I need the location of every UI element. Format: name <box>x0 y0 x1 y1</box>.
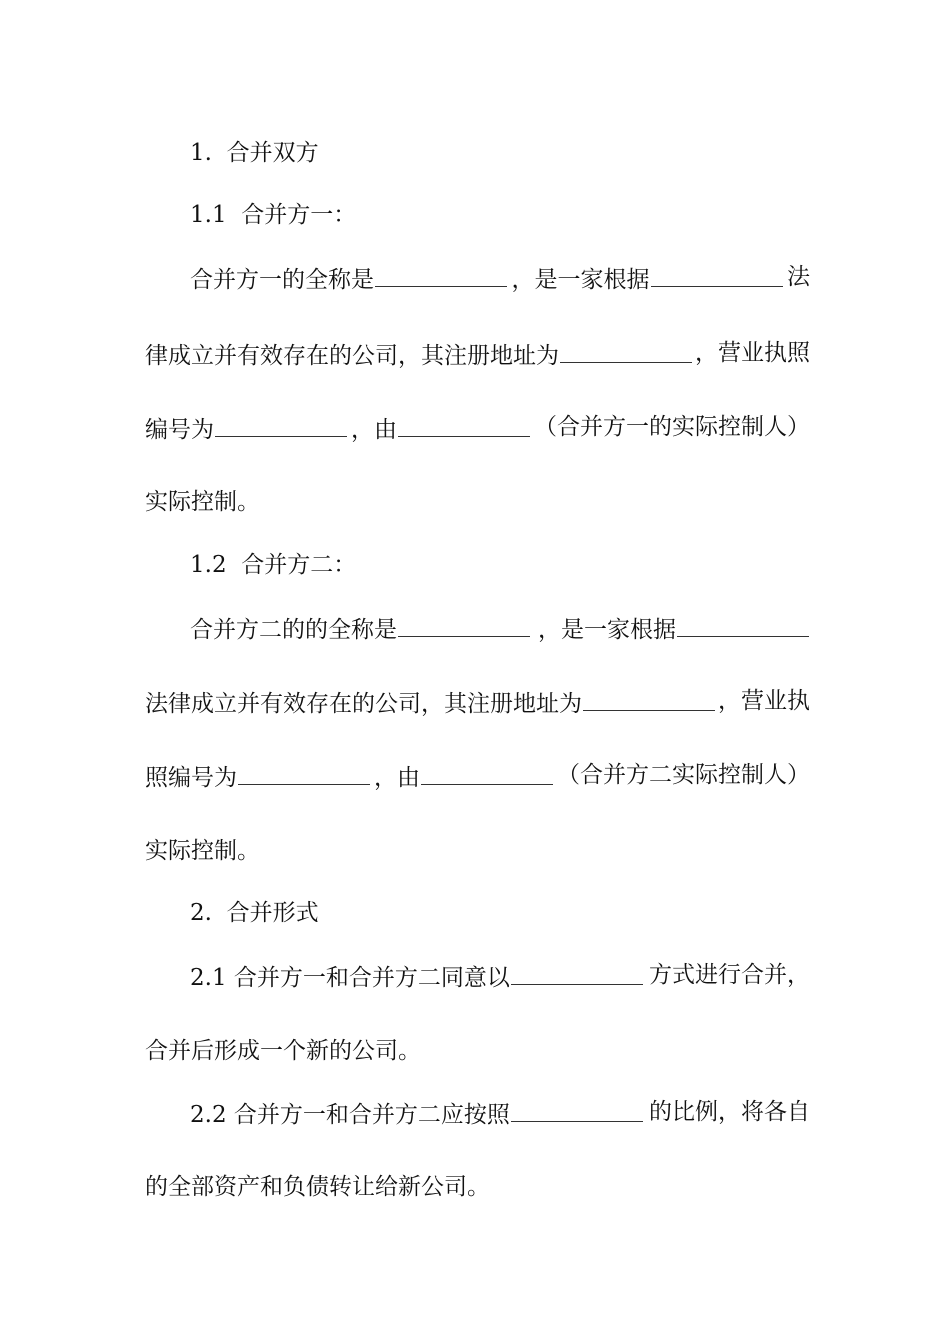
heading-1-number: 1. <box>190 140 212 166</box>
party-one-text: （合并方一的实际控制人） <box>534 414 810 440</box>
party-one-text: 合并方一的全称是 <box>190 267 374 293</box>
party-two-text: 法律成立并有效存在的公司，其注册地址为 <box>145 691 582 717</box>
party-two-text: ，是一家根据 <box>538 617 676 643</box>
section-1-2-number: 1.2 <box>190 552 227 578</box>
heading-1-title: 合并双方 <box>226 140 319 166</box>
party-one-text: 律成立并有效存在的公司，其注册地址为 <box>145 343 559 369</box>
party-two-name-blank[interactable] <box>398 612 530 637</box>
heading-2 <box>190 898 810 928</box>
party-two-text: 照编号为 <box>145 765 237 791</box>
party-two-controller-blank[interactable] <box>421 760 553 785</box>
party-two-address-blank[interactable] <box>583 686 715 711</box>
section-1-1-title: 合并方一： <box>241 202 357 228</box>
party-one-text: 法 <box>787 264 810 290</box>
section-2-1-text: 合并方一和合并方二同意以 <box>233 965 510 991</box>
party-two-law-blank[interactable] <box>677 612 809 637</box>
heading-2-number: 2. <box>190 900 212 926</box>
section-2-1-line-1 <box>190 960 810 993</box>
party-two-text: 合并方二的的全称是 <box>190 617 397 643</box>
party-one-text: ，由 <box>351 417 397 443</box>
party-two-text: ，营业执 <box>718 688 810 714</box>
party-two-line-2 <box>145 686 810 719</box>
party-two-license-blank[interactable] <box>238 760 370 785</box>
section-2-2-number: 2.2 <box>190 1102 227 1128</box>
section-2-1-line-2 <box>145 1036 810 1066</box>
party-two-line-3 <box>145 760 810 793</box>
party-one-name-blank[interactable] <box>375 262 507 287</box>
section-1-1-number: 1.1 <box>190 202 227 228</box>
section-1-2-heading <box>190 550 810 580</box>
ratio-blank[interactable] <box>511 1097 643 1122</box>
party-one-line-4 <box>145 487 810 517</box>
party-one-text: 实际控制。 <box>145 489 260 515</box>
party-two-text: 实际控制。 <box>145 838 260 864</box>
section-2-2-line-1 <box>190 1097 810 1130</box>
party-one-line-1 <box>190 262 810 295</box>
party-one-text: 编号为 <box>145 417 214 443</box>
party-one-line-3 <box>145 412 810 445</box>
party-one-law-blank[interactable] <box>651 262 783 287</box>
party-one-text: ，营业执照 <box>695 340 810 366</box>
section-2-2-text: 的全部资产和负债转让给新公司。 <box>145 1174 490 1200</box>
party-one-line-2 <box>145 338 810 371</box>
section-2-2-text: 合并方一和合并方二应按照 <box>233 1102 510 1128</box>
party-two-line-1 <box>190 612 810 645</box>
party-one-controller-blank[interactable] <box>398 412 530 437</box>
section-2-1-text: 合并后形成一个新的公司。 <box>145 1038 421 1064</box>
party-one-address-blank[interactable] <box>560 338 692 363</box>
section-2-1-text: 方式进行合并， <box>649 962 810 988</box>
party-one-license-blank[interactable] <box>215 412 347 437</box>
section-2-1-number: 2.1 <box>190 965 227 991</box>
party-two-text: ，由 <box>374 765 420 791</box>
party-two-text: （合并方二实际控制人） <box>557 762 810 788</box>
heading-1 <box>190 138 810 168</box>
section-2-2-text: 的比例，将各自 <box>649 1099 810 1125</box>
section-1-1-heading <box>190 200 810 230</box>
party-two-line-4 <box>145 836 810 866</box>
heading-2-title: 合并形式 <box>226 900 319 926</box>
section-1-2-title: 合并方二： <box>241 552 357 578</box>
section-2-2-line-2 <box>145 1172 810 1202</box>
party-one-text: ，是一家根据 <box>511 267 650 293</box>
merger-method-blank[interactable] <box>511 960 643 985</box>
